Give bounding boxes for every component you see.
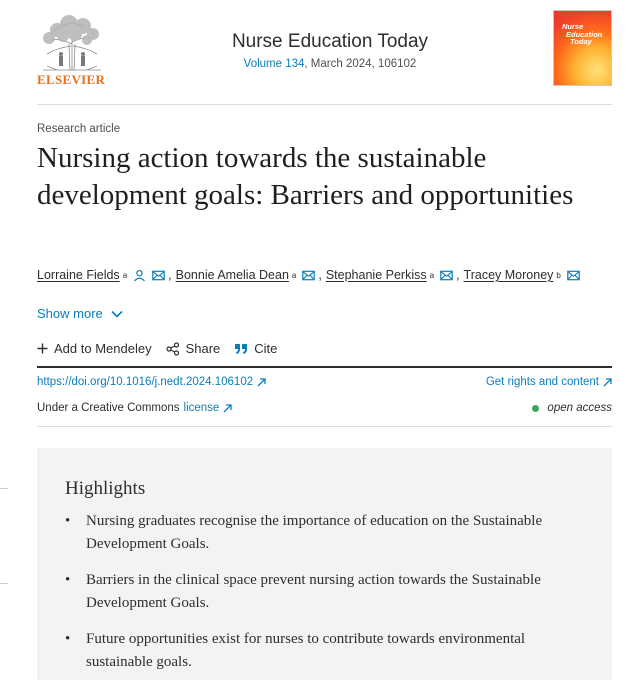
email-icon[interactable] — [567, 270, 580, 281]
cite-button[interactable] — [234, 341, 277, 356]
share-icon — [166, 342, 180, 356]
cover-line: Nurse — [562, 22, 584, 31]
highlights-title: Highlights — [65, 478, 146, 499]
share-button[interactable] — [166, 341, 221, 356]
author-name-link[interactable]: Tracey Moroney — [463, 268, 554, 282]
email-icon[interactable] — [440, 270, 453, 281]
highlight-item: • Nursing graduates recognise the importance of education on the Sustainable Development Goals. — [65, 510, 585, 556]
author-bonnie-amelia-dean — [176, 268, 316, 282]
add-to-mendeley-button[interactable] — [37, 341, 152, 356]
elsevier-tree-icon — [37, 10, 107, 72]
open-access-dot-icon — [532, 405, 539, 412]
page-edge-mark — [0, 488, 8, 489]
article-actions-toolbar — [37, 341, 291, 356]
open-access-label: open access — [547, 402, 612, 414]
doi-link[interactable] — [37, 376, 266, 388]
plus-icon — [37, 343, 48, 354]
toolbar-divider — [37, 366, 612, 368]
license-prefix: Under a Creative Commons — [37, 402, 180, 414]
header-divider — [37, 104, 612, 105]
article-title: Nursing action towards the sustainable development goals: Barriers and opportunities — [37, 142, 574, 211]
person-icon[interactable] — [133, 269, 146, 282]
issue-details: , March 2024, 106102 — [304, 58, 417, 70]
doi-text: https://doi.org/10.1016/j.nedt.2024.106102 — [37, 376, 254, 388]
quote-icon — [234, 343, 248, 355]
chevron-down-icon — [111, 310, 123, 318]
affiliation-marker[interactable]: a — [291, 270, 297, 280]
author-name-link[interactable]: Stephanie Perkiss — [325, 268, 427, 282]
cover-line: Today — [570, 37, 592, 46]
author-separator: , — [456, 268, 460, 282]
author-stephanie-perkiss — [326, 268, 453, 282]
page-edge-mark — [0, 583, 8, 584]
external-link-icon — [603, 378, 612, 387]
author-list — [37, 268, 580, 282]
open-access-badge — [532, 402, 612, 414]
affiliation-marker[interactable]: b — [556, 270, 561, 280]
get-rights-link[interactable] — [486, 376, 612, 388]
show-more-button[interactable] — [37, 306, 123, 321]
cover-line: Education — [566, 29, 603, 39]
journal-issue-info — [180, 58, 480, 70]
affiliation-marker[interactable]: a — [122, 270, 128, 280]
add-to-mendeley-label: Add to Mendeley — [54, 341, 152, 356]
affiliation-marker[interactable]: a — [429, 270, 435, 280]
email-icon[interactable] — [302, 270, 315, 281]
meta-divider — [37, 426, 612, 427]
external-link-icon — [223, 404, 232, 413]
cover-title — [562, 23, 602, 46]
highlights-list — [65, 510, 585, 680]
volume-link[interactable]: Volume 134 — [243, 58, 305, 70]
author-tracey-moroney — [464, 268, 580, 282]
journal-cover-image[interactable] — [553, 10, 612, 86]
show-more-label: Show more — [37, 306, 103, 321]
email-icon[interactable] — [152, 270, 165, 281]
article-type: Research article — [37, 123, 121, 135]
highlight-item: • Future opportunities exist for nurses to contribute towards environmental sustainable goals. — [65, 628, 585, 674]
journal-title[interactable]: Nurse Education Today — [231, 31, 429, 52]
author-name-link[interactable]: Lorraine Fields — [37, 268, 120, 282]
cite-label: Cite — [254, 341, 278, 356]
journal-header — [0, 0, 632, 104]
publisher-wordmark[interactable]: ELSEVIER — [37, 72, 106, 87]
license-info — [37, 402, 232, 414]
highlights-panel — [37, 448, 612, 680]
author-separator: , — [318, 268, 322, 282]
license-link[interactable]: license — [183, 402, 220, 414]
author-lorraine-fields — [37, 268, 165, 282]
author-separator: , — [168, 268, 172, 282]
highlight-item: • Barriers in the clinical space prevent nursing action towards the Sustainable Development Goals. — [65, 569, 585, 615]
get-rights-label: Get rights and content — [485, 376, 599, 388]
author-name-link[interactable]: Bonnie Amelia Dean — [175, 268, 289, 282]
external-link-icon — [257, 378, 266, 387]
share-label: Share — [185, 341, 221, 356]
